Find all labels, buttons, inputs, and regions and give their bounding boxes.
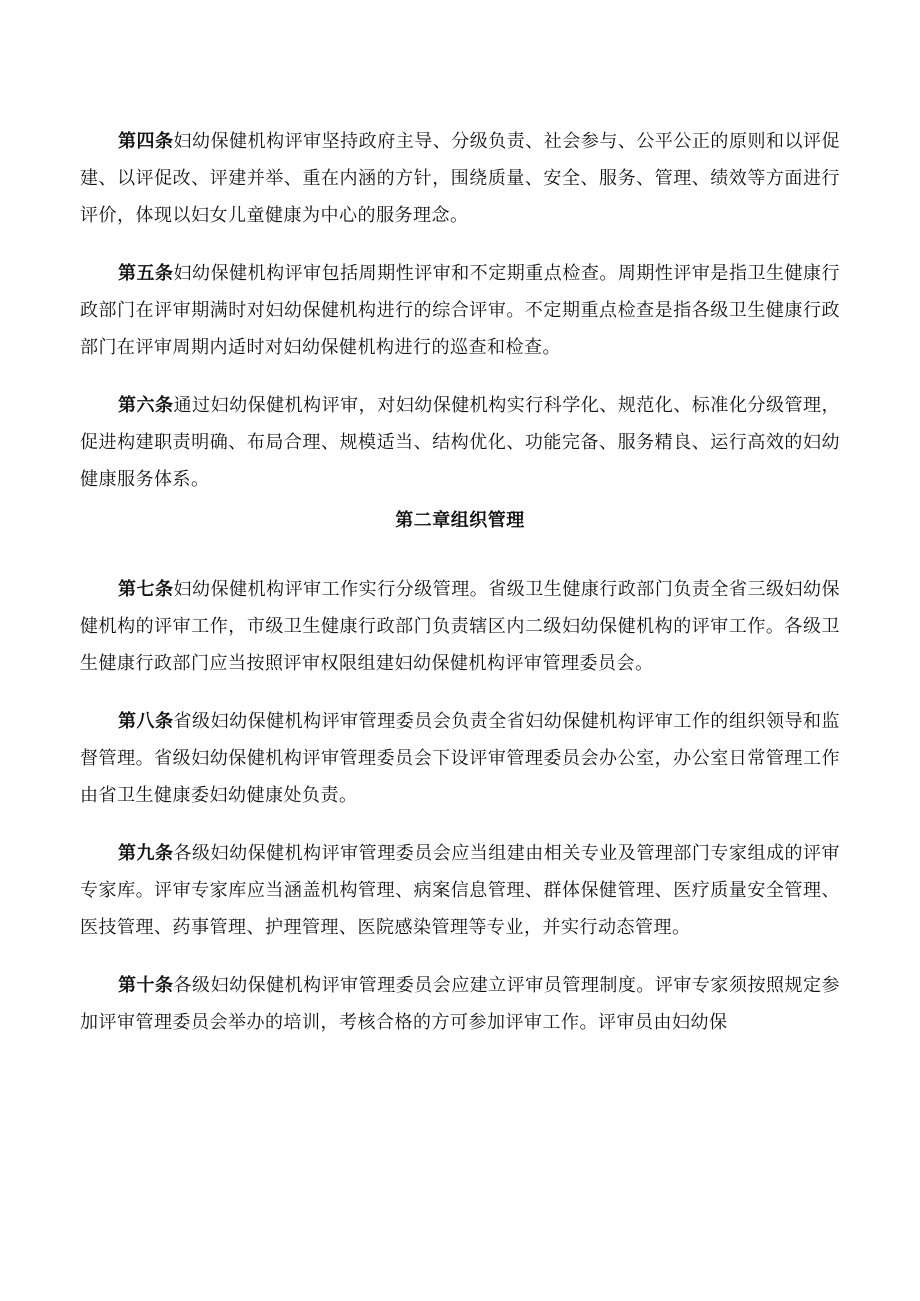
article-paragraph: [80, 967, 840, 1041]
article-paragraph: [80, 123, 840, 234]
article-text: 妇幼保健机构评审包括周期性评审和不定期重点检查。周期性评审是指卫生健康行政部门在评审期满时对妇幼保健机构进行的综合评审。不定期重点检查是指各级卫生健康行政部门在评审周期内适时对妇幼保健机构进行的巡查和检查。: [80, 263, 841, 358]
article-paragraph: [80, 571, 840, 682]
article-paragraph: [80, 835, 840, 946]
article-text: 通过妇幼保健机构评审，对妇幼保健机构实行科学化、规范化、标准化分级管理，促进构建职责明确、布局合理、规模适当、结构优化、功能完备、服务精良、运行高效的妇幼健康服务体系。: [80, 395, 841, 490]
article-text: 各级妇幼保健机构评审管理委员会应当组建由相关专业及管理部门专家组成的评审专家库。评审专家库应当涵盖机构管理、病案信息管理、群体保健管理、医疗质量安全管理、医技管理、药事管理、护理管理、医院感染管理等专业，并实行动态管理。: [80, 843, 841, 938]
article-label: 第八条: [118, 711, 174, 732]
article-text: 各级妇幼保健机构评审管理委员会应建立评审员管理制度。评审专家须按照规定参加评审管理委员会举办的培训，考核合格的方可参加评审工作。评审员由妇幼保: [80, 975, 841, 1033]
article-paragraph: [80, 255, 840, 366]
article-paragraph: [80, 703, 840, 814]
chapter-heading: 第二章组织管理: [395, 510, 525, 531]
article-label: 第九条: [118, 843, 174, 864]
article-label: 第六条: [118, 395, 174, 416]
article-text: 妇幼保健机构评审坚持政府主导、分级负责、社会参与、公平公正的原则和以评促建、以评促改、评建并举、重在内涵的方针，围绕质量、安全、服务、管理、绩效等方面进行评价，体现以妇女儿童健康为中心的服务理念。: [80, 131, 841, 226]
article-label: 第十条: [118, 975, 174, 996]
document-body: [80, 123, 840, 1062]
article-label: 第四条: [118, 131, 174, 152]
article-text: 省级妇幼保健机构评审管理委员会负责全省妇幼保健机构评审工作的组织领导和监督管理。省级妇幼保健机构评审管理委员会下设评审管理委员会办公室，办公室日常管理工作由省卫生健康委妇幼健康处负责。: [80, 711, 841, 806]
article-text: 妇幼保健机构评审工作实行分级管理。省级卫生健康行政部门负责全省三级妇幼保健机构的评审工作，市级卫生健康行政部门负责辖区内二级妇幼保健机构的评审工作。各级卫生健康行政部门应当按照评审权限组建妇幼保健机构评审管理委员会。: [80, 579, 841, 674]
article-paragraph: [80, 387, 840, 498]
article-label: 第七条: [118, 579, 174, 600]
article-label: 第五条: [118, 263, 174, 284]
